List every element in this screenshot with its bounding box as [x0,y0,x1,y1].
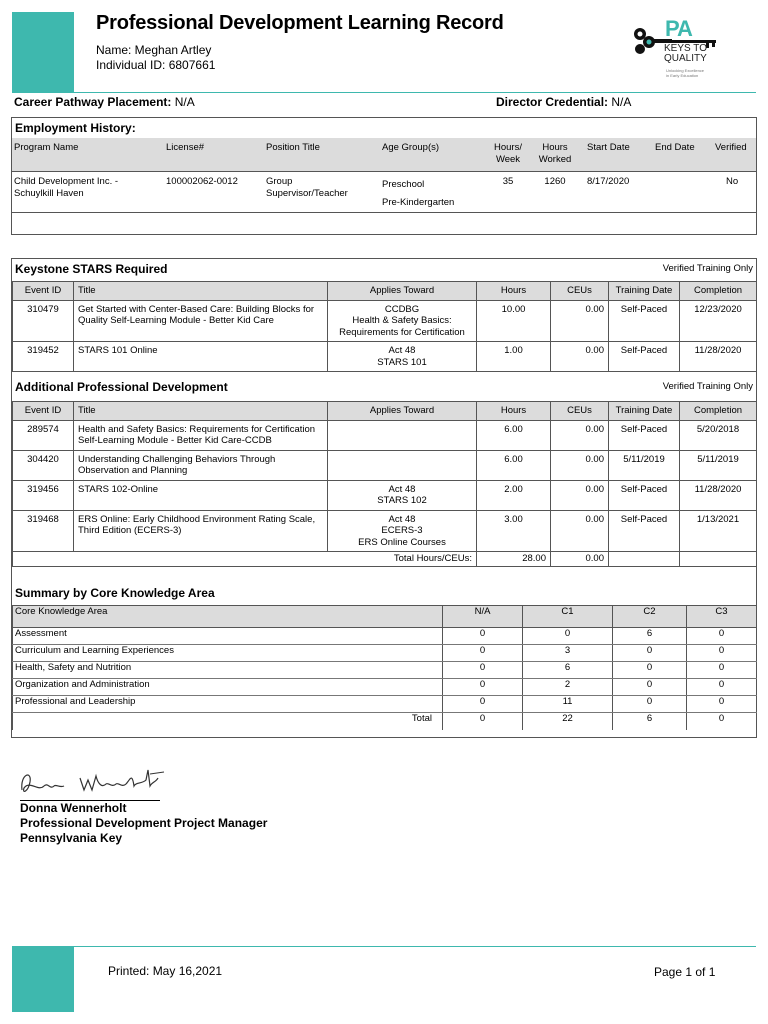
employment-verified: No [726,176,739,187]
employment-title: Employment History: [15,121,136,135]
participant-name: Name: Meghan Artley [96,43,212,57]
event-hours: 6.00 [477,420,551,450]
applies-toward: Act 48 STARS 101 [328,342,477,372]
event-hours: 2.00 [477,480,551,510]
completion-date: 11/28/2020 [680,480,757,510]
director-credential: Director Credential: N/A [496,95,632,109]
training-row [13,420,757,450]
employment-program: Child Development Inc. - Schuylkill Haven [14,176,119,199]
accent-block-top [12,12,74,92]
core-value-na: 0 [443,628,523,645]
core-col-header: C3 [687,606,757,628]
core-value-c2: 0 [613,679,687,696]
core-col-header: N/A [443,606,523,628]
core-row [13,696,757,713]
signer-role: Professional Development Project Manager [20,816,268,830]
core-area: Curriculum and Learning Experiences [13,645,443,662]
event-title: STARS 102-Online [74,480,328,510]
col-header: Hours [477,402,551,421]
col-header: Training Date [609,282,680,301]
logo-keys-text: KEYS TO QUALITY [664,43,707,64]
col-header: Applies Toward [328,402,477,421]
col-header: Title [74,282,328,301]
col-header: Hours [477,282,551,301]
core-area: Professional and Leadership [13,696,443,713]
core-value-c1: 3 [523,645,613,662]
stars-table [12,281,757,372]
applies-toward: CCDBG Health & Safety Basics: Requirements for Certification [328,300,477,342]
core-value-c1: 6 [523,662,613,679]
event-title: Understanding Challenging Behaviors Through Observation and Planning [74,450,328,480]
accent-block-bottom [12,946,74,1012]
logo-tagline: Unlocking Excellence in Early Education [666,68,705,78]
core-total-c1: 22 [523,713,613,730]
footer-rule [12,946,756,947]
training-row [13,300,757,342]
training-date: 5/11/2019 [609,450,680,480]
core-value-c3: 0 [687,696,757,713]
core-value-c2: 0 [613,645,687,662]
applies-toward [328,450,477,480]
core-value-c2: 0 [613,662,687,679]
core-total-label: Total [13,713,443,730]
event-id: 319452 [13,342,74,372]
col-header: Applies Toward [328,282,477,301]
employment-hours-worked: 1260 [544,176,566,187]
core-area: Organization and Administration [13,679,443,696]
logo-pa: PA [665,16,692,41]
event-id: 310479 [13,300,74,342]
additional-title: Additional Professional Development [15,380,228,394]
core-knowledge-table [12,605,757,730]
completion-date: 5/11/2019 [680,450,757,480]
core-value-c2: 6 [613,628,687,645]
col-end-date: End Date [655,142,695,153]
event-title: ERS Online: Early Childhood Environment Rating Scale, Third Edition (ECERS-3) [74,510,328,552]
signer-org: Pennsylvania Key [20,831,123,845]
employment-license: 100002062-0012 [166,176,238,187]
core-row [13,628,757,645]
event-ceus: 0.00 [551,480,609,510]
training-row [13,342,757,372]
training-date: Self-Paced [609,342,680,372]
core-value-na: 0 [443,679,523,696]
employment-hours-week: 35 [502,176,514,187]
col-verified: Verified [715,142,747,153]
event-id: 319456 [13,480,74,510]
col-program: Program Name [14,142,79,153]
event-title: Health and Safety Basics: Requirements for Certification Self-Learning Module - Better Kid Care-CCDB [74,420,328,450]
completion-date: 1/13/2021 [680,510,757,552]
event-ceus: 0.00 [551,510,609,552]
signature-block [20,801,267,846]
completion-date: 12/23/2020 [680,300,757,342]
training-date: Self-Paced [609,420,680,450]
signature-image [18,762,178,802]
training-section [11,258,757,738]
core-value-na: 0 [443,662,523,679]
event-hours: 1.00 [477,342,551,372]
core-value-c1: 11 [523,696,613,713]
col-header: Completion [680,282,757,301]
applies-toward [328,420,477,450]
core-area: Assessment [13,628,443,645]
stars-title: Keystone STARS Required [15,262,168,276]
event-title: STARS 101 Online [74,342,328,372]
core-value-na: 0 [443,696,523,713]
printed-date: Printed: May 16,2021 [108,964,223,978]
employment-history-section [11,117,757,235]
col-header: CEUs [551,402,609,421]
event-ceus: 0.00 [551,342,609,372]
col-header: Training Date [609,402,680,421]
training-row [13,480,757,510]
applies-toward: Act 48 STARS 102 [328,480,477,510]
summary-title: Summary by Core Knowledge Area [15,586,215,600]
core-col-header: C1 [523,606,613,628]
core-row [13,679,757,696]
participant-id: Individual ID: 6807661 [96,58,216,72]
core-area: Health, Safety and Nutrition [13,662,443,679]
col-license: License# [166,142,205,153]
employment-age-groups: Preschool Pre-Kindergarten [382,179,455,208]
event-id: 319468 [13,510,74,552]
event-id: 304420 [13,450,74,480]
col-header: Completion [680,402,757,421]
header-rule [12,92,756,93]
pa-keys-logo [632,16,722,82]
core-total-c3: 0 [687,713,757,730]
core-total-row [13,713,757,730]
col-header: Title [74,402,328,421]
employment-start-date: 8/17/2020 [587,176,630,187]
applies-toward: Act 48 ECERS-3 ERS Online Courses [328,510,477,552]
col-header: CEUs [551,282,609,301]
employment-position: Group Supervisor/Teacher [266,176,348,199]
additional-header-row [13,402,757,421]
total-row [13,552,757,567]
col-hours-worked: Hours Worked [538,142,572,165]
event-hours: 6.00 [477,450,551,480]
completion-date: 5/20/2018 [680,420,757,450]
total-label: Total Hours/CEUs: [13,552,477,567]
total-ceus: 0.00 [551,552,609,567]
core-value-c3: 0 [687,645,757,662]
training-date: Self-Paced [609,480,680,510]
core-row [13,662,757,679]
event-hours: 10.00 [477,300,551,342]
core-total-c2: 6 [613,713,687,730]
core-header-row [13,606,757,628]
event-id: 289574 [13,420,74,450]
core-value-c3: 0 [687,628,757,645]
stars-header-row [13,282,757,301]
total-hours: 28.00 [477,552,551,567]
core-row [13,645,757,662]
core-value-c1: 2 [523,679,613,696]
col-header: Event ID [13,282,74,301]
core-total-na: 0 [443,713,523,730]
training-date: Self-Paced [609,300,680,342]
stars-verified-note: Verified Training Only [662,263,753,274]
core-value-c1: 0 [523,628,613,645]
training-row [13,450,757,480]
core-value-na: 0 [443,645,523,662]
core-col-header: Core Knowledge Area [13,606,443,628]
col-position: Position Title [266,142,320,153]
career-pathway: Career Pathway Placement: N/A [14,95,195,109]
core-value-c3: 0 [687,679,757,696]
event-title: Get Started with Center-Based Care: Building Blocks for Quality Self-Learning Module - Better Kid Care [74,300,328,342]
col-age-group: Age Group(s) [382,142,440,153]
core-value-c2: 0 [613,696,687,713]
additional-table [12,401,757,567]
page-number: Page 1 of 1 [654,965,716,979]
col-header: Event ID [13,402,74,421]
page-title: Professional Development Learning Record [96,12,504,34]
col-hours-week: Hours/ Week [494,142,522,165]
event-hours: 3.00 [477,510,551,552]
event-ceus: 0.00 [551,420,609,450]
signer-name: Donna Wennerholt [20,801,127,815]
training-date: Self-Paced [609,510,680,552]
col-start-date: Start Date [587,142,630,153]
event-ceus: 0.00 [551,450,609,480]
additional-verified-note: Verified Training Only [662,381,753,392]
event-ceus: 0.00 [551,300,609,342]
training-row [13,510,757,552]
core-value-c3: 0 [687,662,757,679]
core-col-header: C2 [613,606,687,628]
completion-date: 11/28/2020 [680,342,757,372]
